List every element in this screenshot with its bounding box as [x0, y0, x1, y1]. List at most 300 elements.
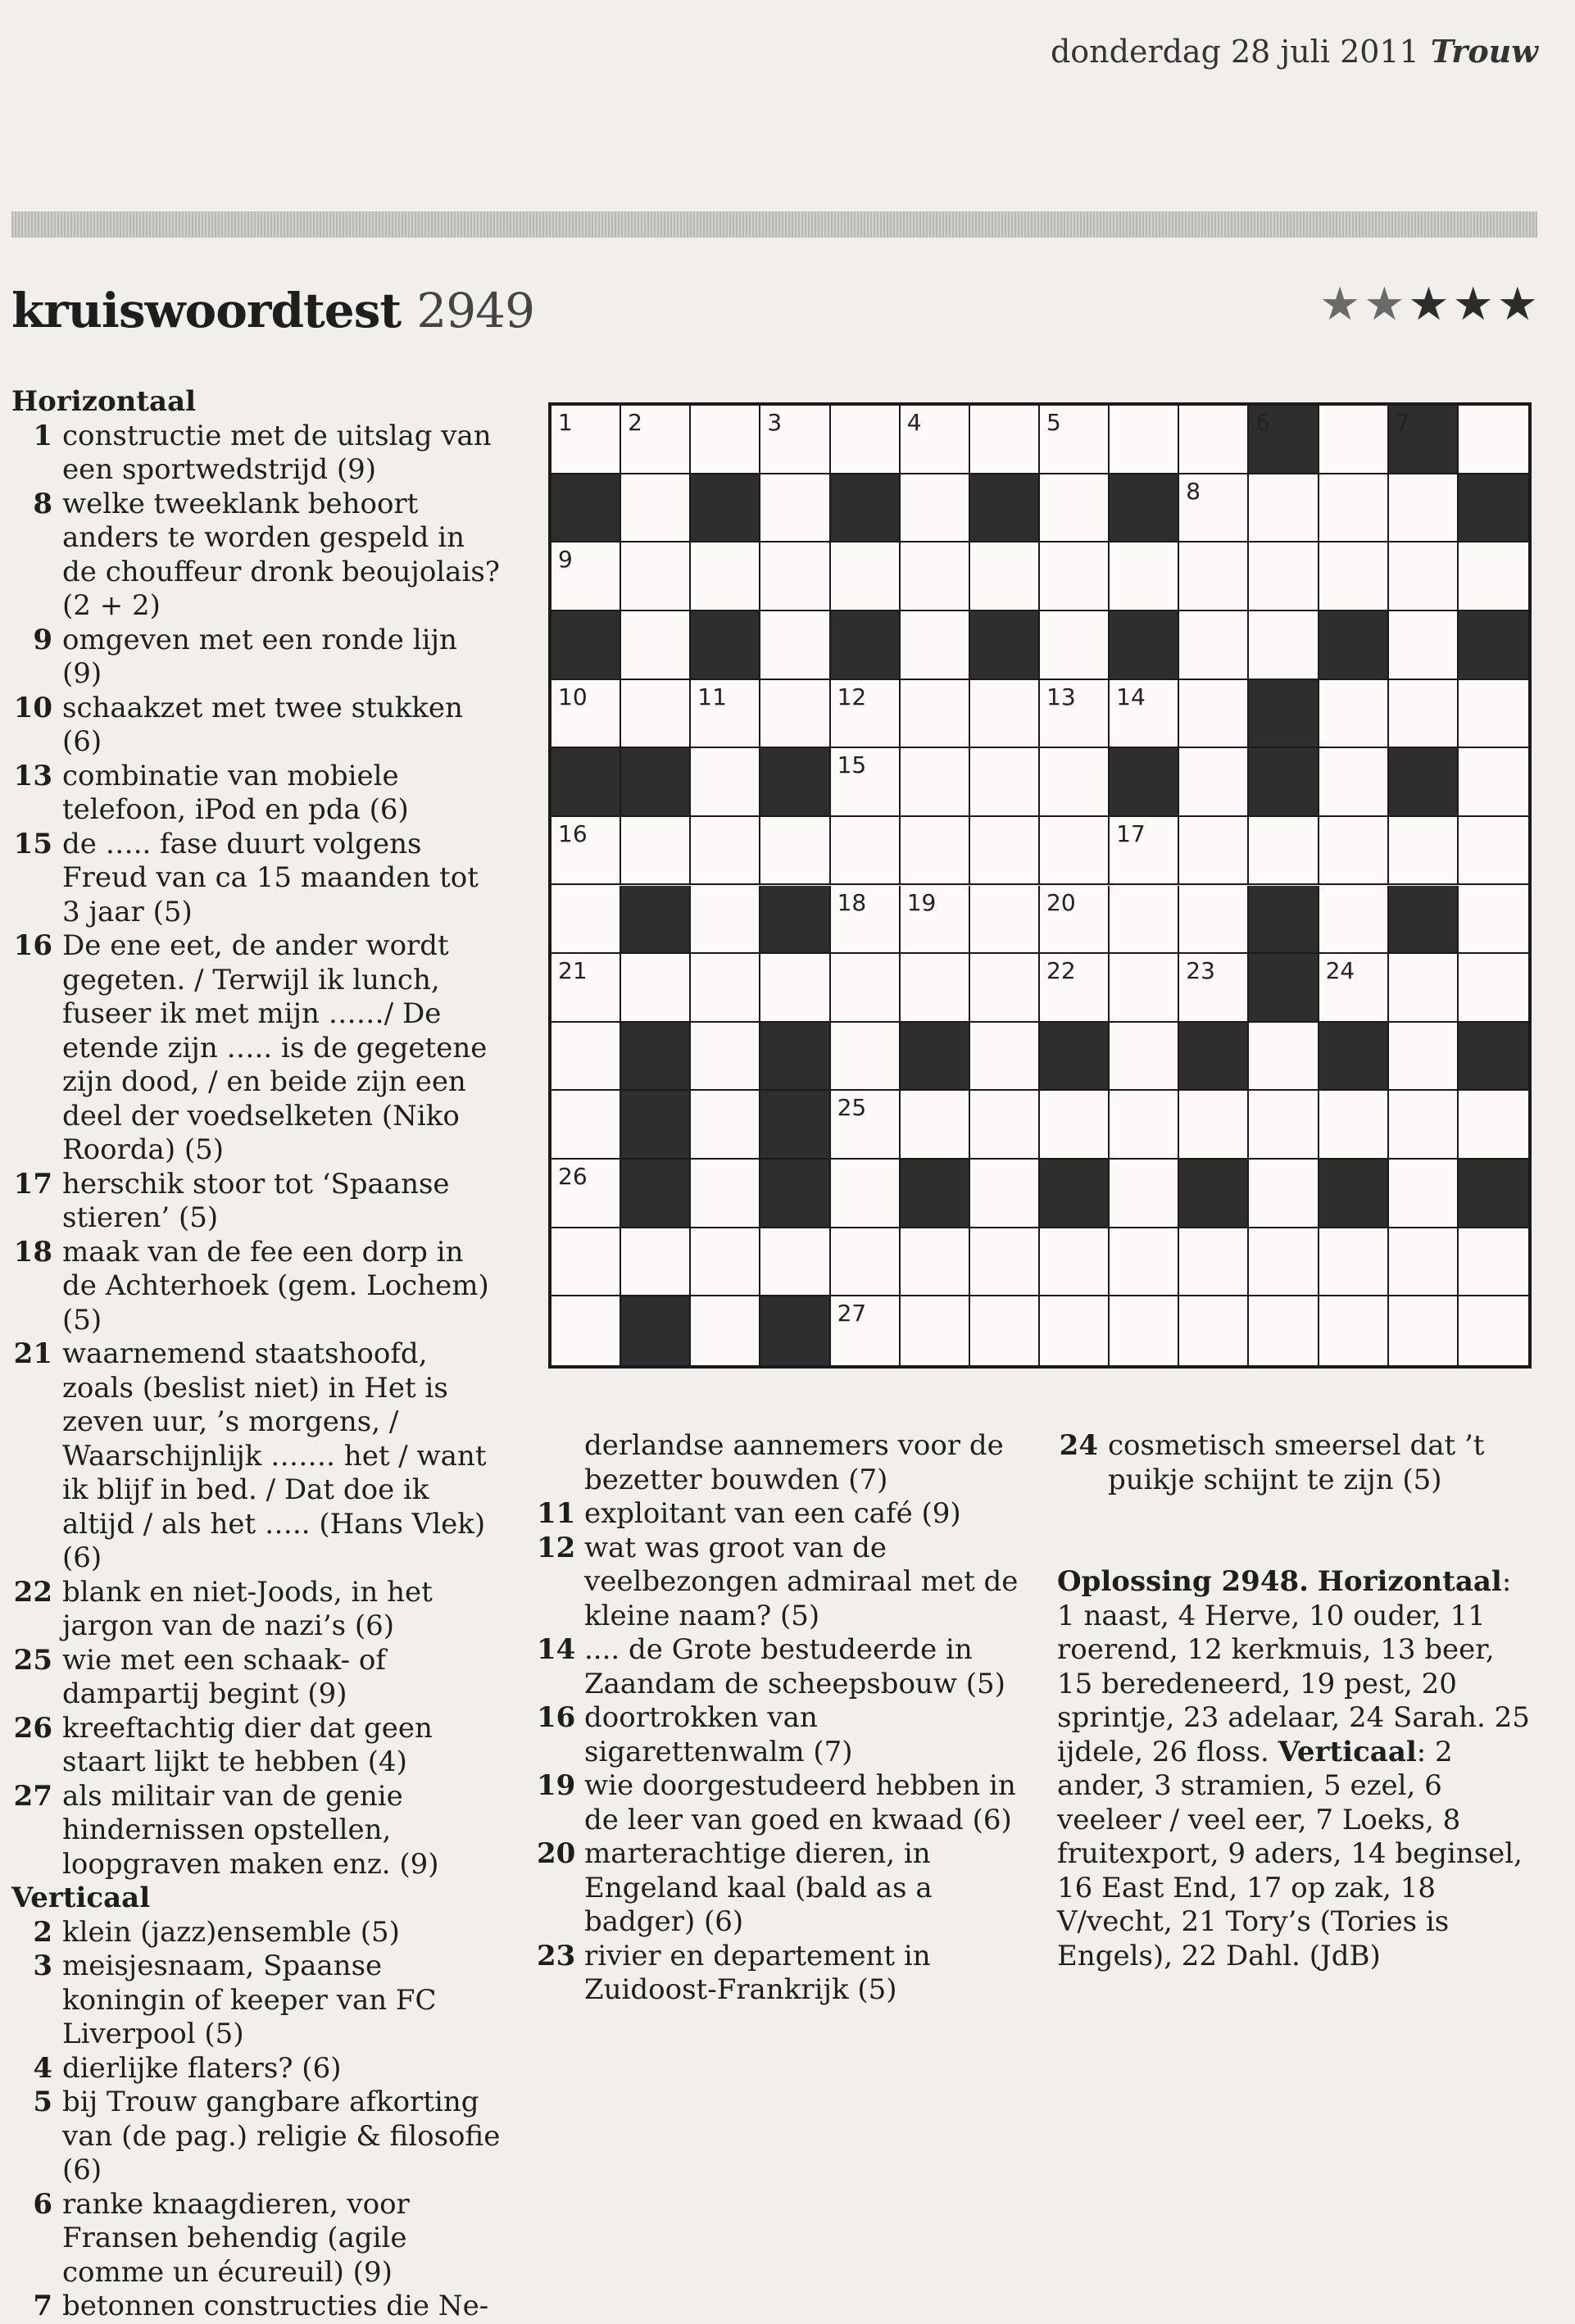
grid-cell[interactable] [1319, 680, 1389, 749]
grid-cell[interactable] [1459, 406, 1528, 474]
grid-cell[interactable] [1179, 406, 1249, 474]
clue-19 [537, 1769, 1028, 1837]
star-icon: ★ [1496, 278, 1538, 331]
grid-cell[interactable] [901, 406, 970, 474]
continuation-text: derlandse aannemers voor de bezetter bouwden (7) [584, 1429, 1004, 1496]
clue-6 [11, 2188, 503, 2290]
cell-number: 7 [1395, 409, 1410, 436]
clue-16 [11, 929, 503, 1168]
clue-number: 5 [33, 2086, 52, 2118]
clue-text: als militair van de genie hindernissen opstellen, loopgraven maken enz. (9) [62, 1779, 439, 1881]
grid-block [1040, 1160, 1110, 1228]
clue-continuation [537, 1429, 1028, 1497]
grid-block [970, 474, 1040, 543]
grid-cell[interactable] [1319, 1228, 1389, 1297]
grid-block [1319, 1023, 1389, 1092]
grid-cell[interactable] [901, 1091, 970, 1160]
grid-block [831, 611, 901, 680]
grid-cell[interactable] [760, 680, 830, 749]
grid-block [1459, 611, 1528, 680]
clue-number: 23 [537, 1939, 576, 1972]
grid-cell[interactable] [831, 680, 901, 749]
grid-cell[interactable] [970, 817, 1040, 886]
grid-cell[interactable] [691, 886, 760, 955]
grid-block [1389, 886, 1459, 955]
grid-cell[interactable] [551, 1296, 621, 1365]
grid-cell[interactable] [1459, 680, 1528, 749]
grid-cell[interactable] [1110, 406, 1179, 474]
grid-block [621, 886, 691, 955]
grid-cell[interactable] [551, 680, 621, 749]
cell-number: 20 [1046, 888, 1076, 916]
clue-number: 1 [33, 419, 52, 452]
section-divider [11, 211, 1537, 238]
paper-name: Trouw [1430, 33, 1538, 70]
grid-cell[interactable] [831, 406, 901, 474]
grid-cell[interactable] [901, 542, 970, 611]
grid-cell[interactable] [1179, 817, 1249, 886]
grid-cell[interactable] [1319, 1296, 1389, 1365]
clue-number: 11 [537, 1497, 576, 1530]
grid-cell[interactable] [1110, 1228, 1179, 1297]
clue-27 [11, 1780, 503, 1882]
clue-number: 4 [33, 2051, 52, 2085]
grid-cell[interactable] [691, 748, 760, 817]
grid-block [1249, 406, 1319, 474]
star-icon: ★ [1408, 278, 1450, 331]
grid-cell[interactable] [1389, 611, 1459, 680]
grid-cell[interactable] [621, 817, 691, 886]
clue-8 [11, 488, 503, 624]
grid-cell[interactable] [621, 611, 691, 680]
clue-text: de ….. fase duurt volgens Freud van ca 15 maanden tot 3 jaar (5) [62, 827, 479, 928]
grid-cell[interactable] [901, 680, 970, 749]
grid-cell[interactable] [691, 406, 760, 474]
grid-cell[interactable] [551, 954, 621, 1023]
grid-cell[interactable] [1110, 1091, 1179, 1160]
grid-cell[interactable] [1249, 1160, 1319, 1228]
grid-cell[interactable] [621, 954, 691, 1023]
grid-cell[interactable] [1389, 542, 1459, 611]
grid-cell[interactable] [1249, 1091, 1319, 1160]
clue-text: rivier en departement in Zuidoost-Frankrijk (5) [584, 1939, 931, 2006]
puzzle-number: 2949 [416, 283, 534, 338]
clue-text: betonnen constructies die Ne- [62, 2290, 489, 2322]
grid-cell[interactable] [1319, 817, 1389, 886]
grid-block [621, 748, 691, 817]
clue-number: 26 [13, 1711, 52, 1745]
clue-text: combinatie van mobiele telefoon, iPod en pda (6) [62, 759, 409, 826]
solution-v-label: Verticaal [1278, 1735, 1417, 1768]
grid-cell[interactable] [691, 817, 760, 886]
grid-block [760, 1296, 830, 1365]
clue-number: 13 [13, 759, 52, 792]
grid-cell[interactable] [1459, 1228, 1528, 1297]
grid-cell[interactable] [831, 1228, 901, 1297]
clues-column-3 [1057, 1429, 1532, 1973]
clue-number: 25 [13, 1643, 52, 1677]
grid-block [691, 474, 760, 543]
grid-block [760, 1091, 830, 1160]
cell-number: 21 [558, 957, 588, 985]
grid-cell[interactable] [551, 886, 621, 955]
clue-16 [537, 1701, 1028, 1769]
clue-text: kreeftachtig dier dat geen staart lijkt te hebben (4) [62, 1711, 433, 1778]
grid-block [1249, 886, 1319, 955]
grid-cell[interactable] [901, 611, 970, 680]
grid-cell[interactable] [970, 542, 1040, 611]
clue-13 [11, 760, 503, 828]
cell-number: 14 [1116, 683, 1146, 710]
grid-block [1179, 1023, 1249, 1092]
grid-cell[interactable] [970, 886, 1040, 955]
grid-cell[interactable] [970, 1296, 1040, 1365]
cell-number: 25 [837, 1094, 867, 1122]
grid-cell[interactable] [1040, 817, 1110, 886]
grid-block [1459, 1160, 1528, 1228]
grid-block [1249, 954, 1319, 1023]
grid-cell[interactable] [1319, 542, 1389, 611]
cell-number: 22 [1046, 957, 1076, 985]
grid-cell[interactable] [970, 1160, 1040, 1228]
clue-text: marterachtige dieren, in Engeland kaal (bald as a badger) (6) [584, 1837, 933, 1938]
grid-block [621, 1296, 691, 1365]
grid-cell[interactable] [970, 1228, 1040, 1297]
puzzle-title [11, 283, 534, 338]
clue-9 [11, 624, 503, 692]
grid-cell[interactable] [551, 542, 621, 611]
cell-number: 2 [628, 409, 642, 436]
grid-cell[interactable] [1179, 748, 1249, 817]
clues-column-2 [537, 1429, 1028, 2008]
grid-cell[interactable] [1459, 1091, 1528, 1160]
puzzle-title-text: kruiswoordtest [11, 283, 402, 338]
grid-cell[interactable] [1249, 611, 1319, 680]
clue-text: welke tweeklank behoort anders te worden gespeld in de chouffeur dronk beoujolais? (2 + 2) [62, 487, 500, 622]
grid-cell[interactable] [691, 1228, 760, 1297]
grid-cell[interactable] [1389, 1160, 1459, 1228]
grid-cell[interactable] [621, 474, 691, 543]
clue-17 [11, 1168, 503, 1236]
clue-text: constructie met de uitslag van een sportwedstrijd (9) [62, 419, 492, 486]
grid-cell[interactable] [760, 474, 830, 543]
grid-cell[interactable] [1179, 954, 1249, 1023]
cell-number: 19 [906, 888, 937, 916]
grid-cell[interactable] [831, 817, 901, 886]
cell-number: 11 [697, 683, 727, 710]
horizontaal-clues [11, 420, 503, 1882]
grid-cell[interactable] [621, 542, 691, 611]
solution-block [1057, 1565, 1532, 1973]
grid-block [760, 886, 830, 955]
grid-block [901, 1023, 970, 1092]
grid-cell[interactable] [1110, 680, 1179, 749]
clue-number: 18 [13, 1235, 52, 1269]
grid-block [551, 474, 621, 543]
cell-number: 16 [558, 819, 588, 847]
grid-cell[interactable] [1040, 542, 1110, 611]
grid-block [970, 611, 1040, 680]
cell-number: 27 [837, 1300, 867, 1328]
grid-cell[interactable] [831, 1091, 901, 1160]
clue-number: 15 [13, 827, 52, 860]
grid-cell[interactable] [1459, 1296, 1528, 1365]
clue-number: 6 [33, 2187, 52, 2221]
grid-cell[interactable] [1110, 817, 1179, 886]
clue-text: dierlijke flaters? (6) [62, 2051, 342, 2085]
grid-cell[interactable] [1319, 748, 1389, 817]
grid-cell[interactable] [1389, 474, 1459, 543]
grid-cell[interactable] [831, 1023, 901, 1092]
grid-cell[interactable] [1040, 474, 1110, 543]
clue-text: klein (jazz)ensemble (5) [62, 1915, 400, 1949]
clue-text: wat was groot van de veelbezongen admiraal met de kleine naam? (5) [584, 1531, 1019, 1632]
grid-cell[interactable] [1249, 817, 1319, 886]
clue-number: 10 [13, 691, 52, 724]
clue-text: schaakzet met twee stukken (6) [62, 691, 463, 758]
cell-number: 18 [837, 888, 867, 916]
grid-cell[interactable] [901, 886, 970, 955]
grid-cell[interactable] [1459, 886, 1528, 955]
grid-cell[interactable] [1179, 1296, 1249, 1365]
grid-cell[interactable] [1179, 1228, 1249, 1297]
grid-cell[interactable] [1040, 748, 1110, 817]
grid-cell[interactable] [1389, 1296, 1459, 1365]
grid-cell[interactable] [1110, 954, 1179, 1023]
cell-number: 26 [558, 1163, 588, 1191]
solution-h-text: : 1 naast, 4 Herve, 10 ouder, 11 roerend, 12 kerkmuis, 13 beer, 15 beredeneerd, 19 pest, 20 sprintje, 23 adelaar, 24 Sarah. 25 ijdele, 26 floss. [1057, 1565, 1530, 1768]
grid-block [1249, 680, 1319, 749]
grid-cell[interactable] [1319, 474, 1389, 543]
grid-cell[interactable] [691, 1023, 760, 1092]
grid-cell[interactable] [1389, 1228, 1459, 1297]
clue-number: 21 [13, 1337, 52, 1370]
grid-cell[interactable] [551, 1091, 621, 1160]
star-icon: ★ [1364, 278, 1405, 331]
grid-cell[interactable] [1389, 1023, 1459, 1092]
grid-block [1319, 611, 1389, 680]
grid-cell[interactable] [970, 406, 1040, 474]
grid-cell[interactable] [760, 542, 830, 611]
grid-cell[interactable] [970, 680, 1040, 749]
grid-cell[interactable] [1040, 954, 1110, 1023]
clue-text: bij Trouw gangbare afkorting van (de pag.) religie & filosofie (6) [62, 2086, 501, 2186]
cell-number: 24 [1325, 957, 1355, 985]
grid-cell[interactable] [1040, 611, 1110, 680]
clue-text: maak van de fee een dorp in de Achterhoek (gem. Lochem) (5) [62, 1235, 489, 1337]
star-icon: ★ [1452, 278, 1494, 331]
horizontaal-heading: Horizontaal [11, 385, 197, 418]
grid-cell[interactable] [1040, 406, 1110, 474]
cell-number: 10 [558, 683, 588, 710]
grid-cell[interactable] [691, 542, 760, 611]
clue-number: 16 [13, 929, 52, 962]
clue-11 [537, 1497, 1028, 1532]
clue-number: 19 [537, 1769, 576, 1802]
clue-text: meisjesnaam, Spaanse koningin of keeper van FC Liverpool (5) [62, 1950, 437, 2050]
grid-cell[interactable] [551, 406, 621, 474]
clue-number: 17 [13, 1167, 52, 1201]
grid-block [551, 611, 621, 680]
clue-number: 27 [13, 1779, 52, 1813]
grid-cell[interactable] [970, 1091, 1040, 1160]
grid-cell[interactable] [1389, 1091, 1459, 1160]
grid-cell[interactable] [1110, 1160, 1179, 1228]
grid-cell[interactable] [901, 817, 970, 886]
cell-number: 13 [1046, 683, 1076, 710]
grid-cell[interactable] [1179, 1091, 1249, 1160]
grid-block [551, 748, 621, 817]
grid-cell[interactable] [691, 1160, 760, 1228]
grid-cell[interactable] [1249, 1228, 1319, 1297]
grid-cell[interactable] [1249, 1296, 1319, 1365]
grid-cell[interactable] [1110, 886, 1179, 955]
grid-block [1249, 748, 1319, 817]
grid-block [621, 1023, 691, 1092]
grid-cell[interactable] [831, 1296, 901, 1365]
star-icon: ★ [1319, 278, 1361, 331]
grid-cell[interactable] [1040, 1228, 1110, 1297]
grid-block [1040, 1023, 1110, 1092]
grid-cell[interactable] [551, 1228, 621, 1297]
grid-cell[interactable] [691, 954, 760, 1023]
grid-cell[interactable] [1459, 748, 1528, 817]
grid-block [621, 1160, 691, 1228]
grid-cell[interactable] [1459, 817, 1528, 886]
grid-cell[interactable] [1179, 542, 1249, 611]
cell-number: 23 [1186, 957, 1215, 985]
clue-3 [11, 1950, 503, 2052]
grid-block [901, 1160, 970, 1228]
grid-cell[interactable] [1249, 474, 1319, 543]
grid-cell[interactable] [760, 1228, 830, 1297]
grid-cell[interactable] [1040, 680, 1110, 749]
grid-cell[interactable] [1319, 1091, 1389, 1160]
grid-cell[interactable] [1110, 1023, 1179, 1092]
verticaal-clues-2 [537, 1497, 1028, 2008]
clue-26 [11, 1712, 503, 1780]
grid-block [760, 1160, 830, 1228]
grid-cell[interactable] [901, 474, 970, 543]
clue-number: 22 [13, 1575, 52, 1609]
grid-cell[interactable] [621, 406, 691, 474]
clue-text: ranke knaagdieren, voor Fransen behendig (agile comme un écureuil) (9) [62, 2187, 410, 2289]
verticaal-heading: Verticaal [11, 1881, 151, 1914]
grid-cell[interactable] [1319, 886, 1389, 955]
grid-cell[interactable] [1459, 954, 1528, 1023]
clue-4 [11, 2052, 503, 2086]
grid-cell[interactable] [901, 954, 970, 1023]
grid-block [691, 611, 760, 680]
grid-cell[interactable] [1179, 680, 1249, 749]
grid-cell[interactable] [691, 1091, 760, 1160]
grid-cell[interactable] [1249, 1023, 1319, 1092]
grid-cell[interactable] [1179, 886, 1249, 955]
grid-cell[interactable] [760, 611, 830, 680]
clues-column-1 [11, 385, 503, 2324]
grid-block [1110, 474, 1179, 543]
grid-cell[interactable] [1389, 954, 1459, 1023]
grid-cell[interactable] [760, 817, 830, 886]
cell-number: 17 [1116, 819, 1146, 847]
grid-cell[interactable] [901, 1228, 970, 1297]
clue-number: 24 [1059, 1429, 1098, 1462]
grid-cell[interactable] [760, 406, 830, 474]
grid-cell[interactable] [901, 1296, 970, 1365]
grid-cell[interactable] [1319, 954, 1389, 1023]
cell-number: 1 [558, 409, 573, 436]
clue-25 [11, 1644, 503, 1712]
grid-block [1110, 748, 1179, 817]
grid-cell[interactable] [831, 748, 901, 817]
cell-number: 15 [837, 751, 867, 779]
clue-21 [11, 1337, 503, 1576]
clue-18 [11, 1236, 503, 1338]
clue-number: 7 [33, 2290, 52, 2322]
clue-number: 20 [537, 1837, 576, 1870]
grid-cell[interactable] [1179, 611, 1249, 680]
grid-cell[interactable] [621, 1228, 691, 1297]
grid-cell[interactable] [970, 1023, 1040, 1092]
grid-cell[interactable] [691, 680, 760, 749]
clue-number: 12 [537, 1531, 576, 1564]
grid-cell[interactable] [1040, 1091, 1110, 1160]
grid-cell[interactable] [1319, 406, 1389, 474]
grid-cell[interactable] [1179, 474, 1249, 543]
cell-number: 5 [1046, 409, 1061, 436]
clue-15 [11, 828, 503, 930]
grid-cell[interactable] [760, 954, 830, 1023]
grid-cell[interactable] [970, 954, 1040, 1023]
grid-cell[interactable] [831, 886, 901, 955]
clue-number: 14 [537, 1633, 576, 1666]
cell-number: 6 [1255, 409, 1271, 436]
grid-cell[interactable] [831, 542, 901, 611]
grid-cell[interactable] [1459, 542, 1528, 611]
clue-number: 3 [33, 1950, 52, 1982]
grid-cell[interactable] [831, 954, 901, 1023]
clue-text: blank en niet-Joods, in het jargon van de nazi’s (6) [62, 1575, 433, 1642]
grid-cell[interactable] [1110, 542, 1179, 611]
grid-cell[interactable] [1040, 1296, 1110, 1365]
grid-block [1319, 1160, 1389, 1228]
grid-cell[interactable] [551, 1023, 621, 1092]
grid-cell[interactable] [621, 680, 691, 749]
clue-24 [1057, 1429, 1532, 1497]
grid-cell[interactable] [831, 1160, 901, 1228]
cell-number: 12 [837, 683, 867, 710]
grid-cell[interactable] [1110, 1296, 1179, 1365]
verticaal-clues-3 [1057, 1429, 1532, 1497]
clue-22 [11, 1576, 503, 1644]
grid-block [1459, 1023, 1528, 1092]
grid-cell[interactable] [551, 817, 621, 886]
grid-cell[interactable] [1249, 542, 1319, 611]
grid-cell[interactable] [691, 1296, 760, 1365]
clue-5 [11, 2086, 503, 2188]
grid-block [1110, 611, 1179, 680]
date: donderdag 28 juli 2011 [1050, 34, 1419, 70]
grid-cell[interactable] [1389, 817, 1459, 886]
clue-2 [11, 1916, 503, 1950]
grid-cell[interactable] [901, 748, 970, 817]
grid-cell[interactable] [970, 748, 1040, 817]
grid-cell[interactable] [1040, 886, 1110, 955]
clue-20 [537, 1837, 1028, 1940]
grid-cell[interactable] [551, 1160, 621, 1228]
crossword-grid [548, 402, 1532, 1369]
grid-cell[interactable] [1389, 680, 1459, 749]
